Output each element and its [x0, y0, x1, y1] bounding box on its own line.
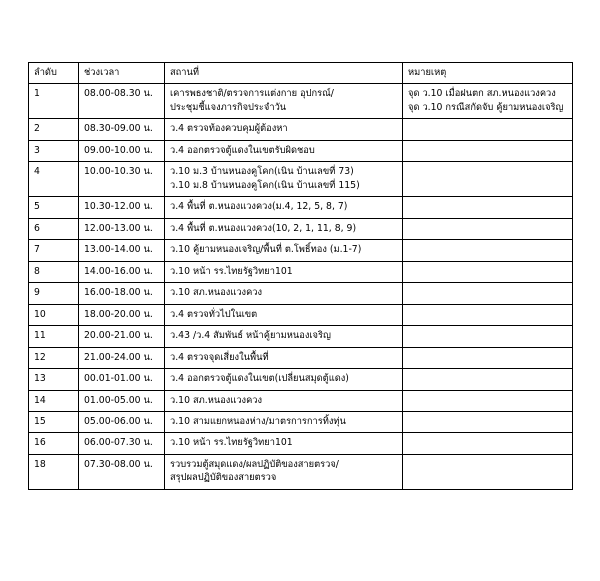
table-row	[29, 304, 573, 325]
table-row	[29, 433, 573, 454]
cell-place	[165, 119, 403, 140]
cell-place	[165, 326, 403, 347]
cell-note	[403, 84, 573, 119]
cell-place	[165, 454, 403, 489]
table-row	[29, 369, 573, 390]
table-row	[29, 197, 573, 218]
cell-place	[165, 347, 403, 368]
cell-place-line: ว.10 สภ.หนองแวงควง	[170, 394, 263, 406]
cell-time: 14.00-16.00 น.	[79, 261, 165, 282]
cell-note	[403, 283, 573, 304]
cell-place-line: สรุปผลปฏิบัติของสายตรวจ	[170, 472, 277, 484]
cell-time: 18.00-20.00 น.	[79, 304, 165, 325]
table-row	[29, 84, 573, 119]
cell-time: 08.30-09.00 น.	[79, 119, 165, 140]
cell-no: 5	[29, 197, 79, 218]
schedule-table	[28, 62, 573, 490]
cell-place	[165, 390, 403, 411]
table-row	[29, 326, 573, 347]
cell-place-line: ว.10 สภ.หนองแวงควง	[170, 287, 263, 299]
cell-no: 2	[29, 119, 79, 140]
cell-no: 11	[29, 326, 79, 347]
table-row	[29, 140, 573, 161]
cell-note-line: จุด ว.10 เมื่อฝนตก สภ.หนองแวงควง	[408, 88, 556, 100]
table-row	[29, 261, 573, 282]
cell-time: 13.00-14.00 น.	[79, 240, 165, 261]
cell-place-line: ว.10 หน้า รร.ไทยรัฐวิทยา101	[170, 265, 293, 277]
cell-place-line: ว.4 ตรวจทั่วไปในเขต	[170, 308, 258, 320]
cell-no: 14	[29, 390, 79, 411]
table-header	[29, 63, 573, 84]
cell-note	[403, 119, 573, 140]
cell-no: 10	[29, 304, 79, 325]
cell-place-line: เคารพธงชาติ/ตรวจการแต่งกาย อุปกรณ์/	[170, 88, 334, 100]
cell-note-line: จุด ว.10 กรณีสกัดจับ คู้ยามหนองเจริญ	[408, 101, 564, 113]
cell-place-line: ว.4 พื้นที่ ต.หนองแวงควง(10, 2, 1, 11, 8, 9)	[170, 222, 357, 234]
cell-time: 01.00-05.00 น.	[79, 390, 165, 411]
table-row	[29, 454, 573, 489]
cell-note	[403, 304, 573, 325]
cell-note	[403, 369, 573, 390]
table-row	[29, 411, 573, 432]
cell-note	[403, 240, 573, 261]
table-row	[29, 283, 573, 304]
cell-place	[165, 218, 403, 239]
cell-time: 21.00-24.00 น.	[79, 347, 165, 368]
cell-note	[403, 162, 573, 197]
cell-time: 12.00-13.00 น.	[79, 218, 165, 239]
cell-note	[403, 433, 573, 454]
cell-no: 8	[29, 261, 79, 282]
cell-time: 00.01-01.00 น.	[79, 369, 165, 390]
cell-no: 18	[29, 454, 79, 489]
column-header-place: สถานที่	[165, 63, 403, 84]
cell-time: 20.00-21.00 น.	[79, 326, 165, 347]
cell-place	[165, 240, 403, 261]
cell-place-line: ประชุมชี้แจงภารกิจประจำวัน	[170, 101, 287, 113]
cell-note	[403, 197, 573, 218]
cell-no: 7	[29, 240, 79, 261]
cell-place-line: ว.4 พื้นที่ ต.หนองแวงควง(ม.4, 12, 5, 8, 7)	[170, 201, 348, 213]
table-row	[29, 390, 573, 411]
cell-no: 3	[29, 140, 79, 161]
cell-no: 16	[29, 433, 79, 454]
table-row	[29, 119, 573, 140]
cell-note	[403, 140, 573, 161]
cell-place-line: รวบรวมตู้สมุดแดง/ผลปฏิบัติของสายตรวจ/	[170, 458, 339, 470]
cell-no: 12	[29, 347, 79, 368]
cell-place-line: ว.10 หน้า รร.ไทยรัฐวิทยา101	[170, 437, 293, 449]
cell-no: 1	[29, 84, 79, 119]
cell-place-line: ว.43 /ว.4 สัมพันธ์ หน้าคู้ยามหนองเจริญ	[170, 330, 331, 342]
table-row	[29, 240, 573, 261]
cell-time: 09.00-10.00 น.	[79, 140, 165, 161]
cell-note	[403, 390, 573, 411]
table-row	[29, 162, 573, 197]
cell-place	[165, 84, 403, 119]
cell-time: 07.30-08.00 น.	[79, 454, 165, 489]
cell-place	[165, 433, 403, 454]
cell-note	[403, 411, 573, 432]
table-row	[29, 347, 573, 368]
column-header-note: หมายเหตุ	[403, 63, 573, 84]
cell-place	[165, 162, 403, 197]
column-header-time: ช่วงเวลา	[79, 63, 165, 84]
cell-time: 10.30-12.00 น.	[79, 197, 165, 218]
cell-place-line: ว.4 ออกตรวจตู้แดงในเขต(เปลี่ยนสมุดตู้แดง)	[170, 373, 349, 385]
cell-no: 13	[29, 369, 79, 390]
cell-time: 16.00-18.00 น.	[79, 283, 165, 304]
cell-place-line: ว.10 คู้ยามหนองเจริญ/พื้นที่ ต.โพธิ์ทอง (ม.1-7)	[170, 244, 362, 256]
cell-place-line: ว.4 ออกตรวจตู้แดงในเขตรับผิดชอบ	[170, 144, 315, 156]
cell-no: 9	[29, 283, 79, 304]
cell-place	[165, 140, 403, 161]
cell-place	[165, 304, 403, 325]
cell-place	[165, 411, 403, 432]
cell-time: 05.00-06.00 น.	[79, 411, 165, 432]
cell-no: 15	[29, 411, 79, 432]
cell-note	[403, 454, 573, 489]
cell-place	[165, 283, 403, 304]
table-body	[29, 84, 573, 489]
cell-note	[403, 347, 573, 368]
cell-place-line: ว.4 ตรวจจุดเสี่ยงในพื้นที่	[170, 351, 269, 363]
cell-time: 08.00-08.30 น.	[79, 84, 165, 119]
cell-note	[403, 326, 573, 347]
cell-place	[165, 369, 403, 390]
cell-time: 10.00-10.30 น.	[79, 162, 165, 197]
table-row	[29, 218, 573, 239]
column-header-no: ลำดับ	[29, 63, 79, 84]
cell-place-line: ว.10 ม.8 บ้านหนองคูโคก(เนิน บ้านเลขที่ 115)	[170, 179, 360, 191]
cell-place	[165, 197, 403, 218]
cell-note	[403, 218, 573, 239]
cell-note	[403, 261, 573, 282]
cell-place-line: ว.10 ม.3 บ้านหนองคูโคก(เนิน บ้านเลขที่ 73)	[170, 166, 354, 178]
cell-place	[165, 261, 403, 282]
table-header-row	[29, 63, 573, 84]
cell-time: 06.00-07.30 น.	[79, 433, 165, 454]
cell-place-line: ว.10 สามแยกหนองห่าง/มาตรการการทิ้งทุ่น	[170, 415, 346, 427]
cell-place-line: ว.4 ตรวจท้องควบคุมผู้ต้องหา	[170, 123, 288, 135]
cell-no: 4	[29, 162, 79, 197]
cell-no: 6	[29, 218, 79, 239]
